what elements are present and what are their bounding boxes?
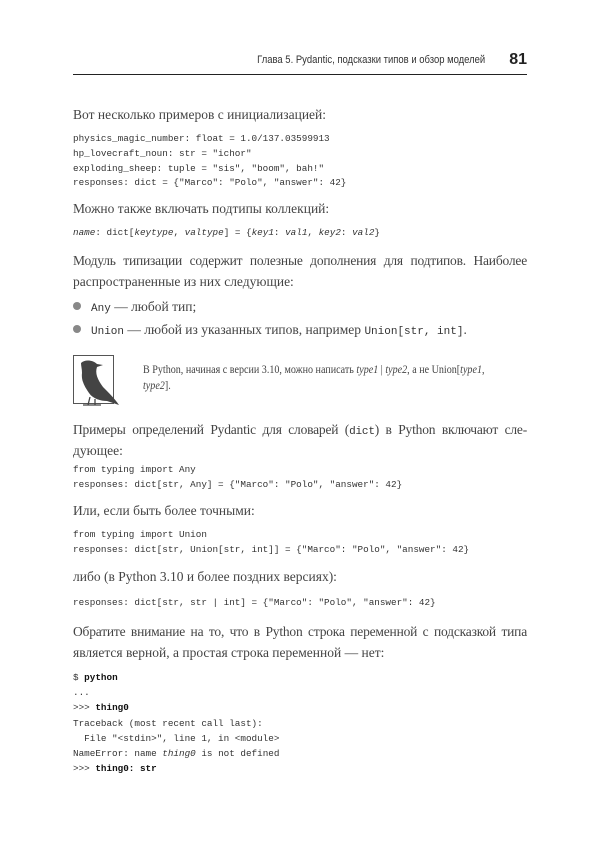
code-line: [73, 731, 279, 746]
note-segment: type2: [143, 378, 165, 392]
code-inline: Any: [91, 303, 111, 315]
code-segment: : dict[: [95, 227, 135, 238]
note-segment: ,: [481, 362, 485, 376]
code-inline: dict: [349, 426, 375, 438]
note-segment: type1: [460, 362, 482, 376]
code-segment: ...: [73, 687, 90, 699]
code-line: [73, 478, 402, 493]
bullet-end: .: [463, 322, 467, 337]
code-segment: is not defined: [195, 748, 280, 760]
code-segment: val1: [285, 227, 308, 238]
text-segment: ) в Python включают сле-: [374, 422, 528, 437]
code-segment: $: [73, 672, 85, 683]
code-segment: :: [273, 227, 286, 238]
code-segment: keytype: [134, 227, 174, 238]
paragraph-pydantic-dict: [73, 419, 527, 461]
code-line: [73, 543, 469, 558]
code-segment: responses: dict = {"Marco": "Polo", "answer": 42}: [73, 177, 347, 189]
bullet-text: — любой из указанных типов, например: [124, 322, 365, 337]
code-segment: File "<stdin>", line 1, in <module>: [73, 732, 280, 744]
code-segment: name: [73, 227, 96, 238]
paragraph-line: дующее:: [73, 443, 123, 458]
paragraph-python310: либо (в Python 3.10 и более поздних версиях):: [73, 569, 337, 584]
code-line: [73, 463, 402, 478]
code-segment: key2: [318, 227, 341, 238]
code-segment: ] = {: [223, 227, 252, 238]
code-segment: hp_lovecraft_noun: str = "ichor": [73, 147, 252, 159]
code-inline: Union: [91, 326, 125, 338]
code-block-dict-syntax: [73, 226, 380, 241]
code-segment: ,: [307, 227, 319, 238]
paragraph-more-precise: Или, если быть более точными:: [73, 503, 255, 518]
code-line: [73, 596, 436, 611]
code-line: [73, 226, 380, 241]
code-line: [73, 132, 346, 147]
code-segment: responses: dict[str, str | int] = {"Marco": "Polo", "answer": 42}: [73, 597, 436, 608]
code-line: [73, 700, 279, 715]
note-callout: [73, 355, 527, 410]
code-segment: responses: dict[str, Union[str, int]] = {"Marco": "Polo", "answer": 42}: [73, 543, 470, 555]
code-block-init: [73, 132, 346, 191]
chapter-title: Глава 5. Pydantic, подсказки типов и обзор моделей: [256, 54, 485, 66]
code-line: [73, 162, 346, 177]
bullet-any: [73, 298, 196, 318]
running-header: [73, 52, 527, 75]
code-segment: Traceback (most recent call last):: [73, 717, 263, 729]
code-segment: python: [84, 672, 118, 683]
note-segment: , а не Union[: [407, 362, 461, 376]
code-segment: thing0: str: [95, 763, 157, 775]
code-line: [73, 716, 279, 731]
note-segment: ].: [164, 378, 171, 392]
code-inline: Union[str, int]: [364, 326, 464, 338]
code-block-union: [73, 528, 469, 558]
paragraph-line: является верной, а простая строка переменной — нет:: [73, 645, 385, 660]
code-block-pipe: [73, 596, 436, 611]
code-line: [73, 176, 346, 191]
paragraph-line: [73, 419, 527, 440]
paragraph-line: распространенные из них следующие:: [73, 274, 294, 289]
note-segment: В Python, начиная с версии 3.10, можно написать: [143, 362, 357, 376]
code-line: [73, 147, 346, 162]
note-segment: type2: [385, 362, 408, 376]
paragraph-subtypes: Можно также включать подтипы коллекций:: [73, 201, 330, 216]
code-line: [73, 670, 279, 685]
bullet-icon: [73, 325, 81, 333]
code-line: [73, 761, 279, 776]
code-segment: >>>: [73, 763, 96, 775]
text-segment: Примеры определений Pydantic для словарей (: [73, 422, 350, 437]
paragraph-typing-module: [73, 250, 527, 292]
note-text: [143, 361, 485, 393]
crow-note-icon: [73, 355, 119, 407]
code-segment: }: [374, 227, 381, 238]
code-block-repl: [73, 670, 279, 776]
paragraph-init-examples: Вот несколько примеров с инициализацией:: [73, 107, 327, 122]
paragraph-line: Модуль типизации содержит полезные дополнения для подтипов. Наиболее: [73, 253, 527, 268]
code-block-any: [73, 463, 402, 493]
code-segment: from typing import Any: [73, 464, 196, 475]
code-segment: val2: [352, 227, 375, 238]
code-segment: thing0: [95, 702, 129, 714]
paragraph-note-hint: [73, 621, 527, 663]
code-segment: thing0: [162, 748, 196, 760]
code-segment: exploding_sheep: tuple = "sis", "boom", bah!": [73, 162, 325, 174]
code-line: [73, 528, 469, 543]
code-segment: :: [340, 227, 353, 238]
code-segment: valtype: [184, 227, 224, 238]
code-segment: responses: dict[str, Any] = {"Marco": "Polo", "answer": 42}: [73, 478, 403, 490]
paragraph-line: Обратите внимание на то, что в Python строка переменной с подсказкой типа: [73, 624, 527, 639]
code-segment: >>>: [73, 702, 96, 714]
note-segment: |: [378, 362, 386, 376]
bullet-icon: [73, 302, 81, 310]
note-segment: type1: [356, 362, 379, 376]
bullet-text: — любой тип;: [110, 299, 197, 314]
code-segment: physics_magic_number: float = 1.0/137.03599913: [73, 133, 330, 144]
code-segment: from typing import Union: [73, 529, 207, 540]
code-line: [73, 746, 279, 761]
code-segment: key1: [251, 227, 274, 238]
bullet-union: [73, 321, 467, 341]
page-number: 81: [509, 51, 527, 68]
code-segment: ,: [173, 227, 185, 238]
code-line: [73, 685, 279, 700]
code-segment: NameError: name: [73, 748, 163, 760]
